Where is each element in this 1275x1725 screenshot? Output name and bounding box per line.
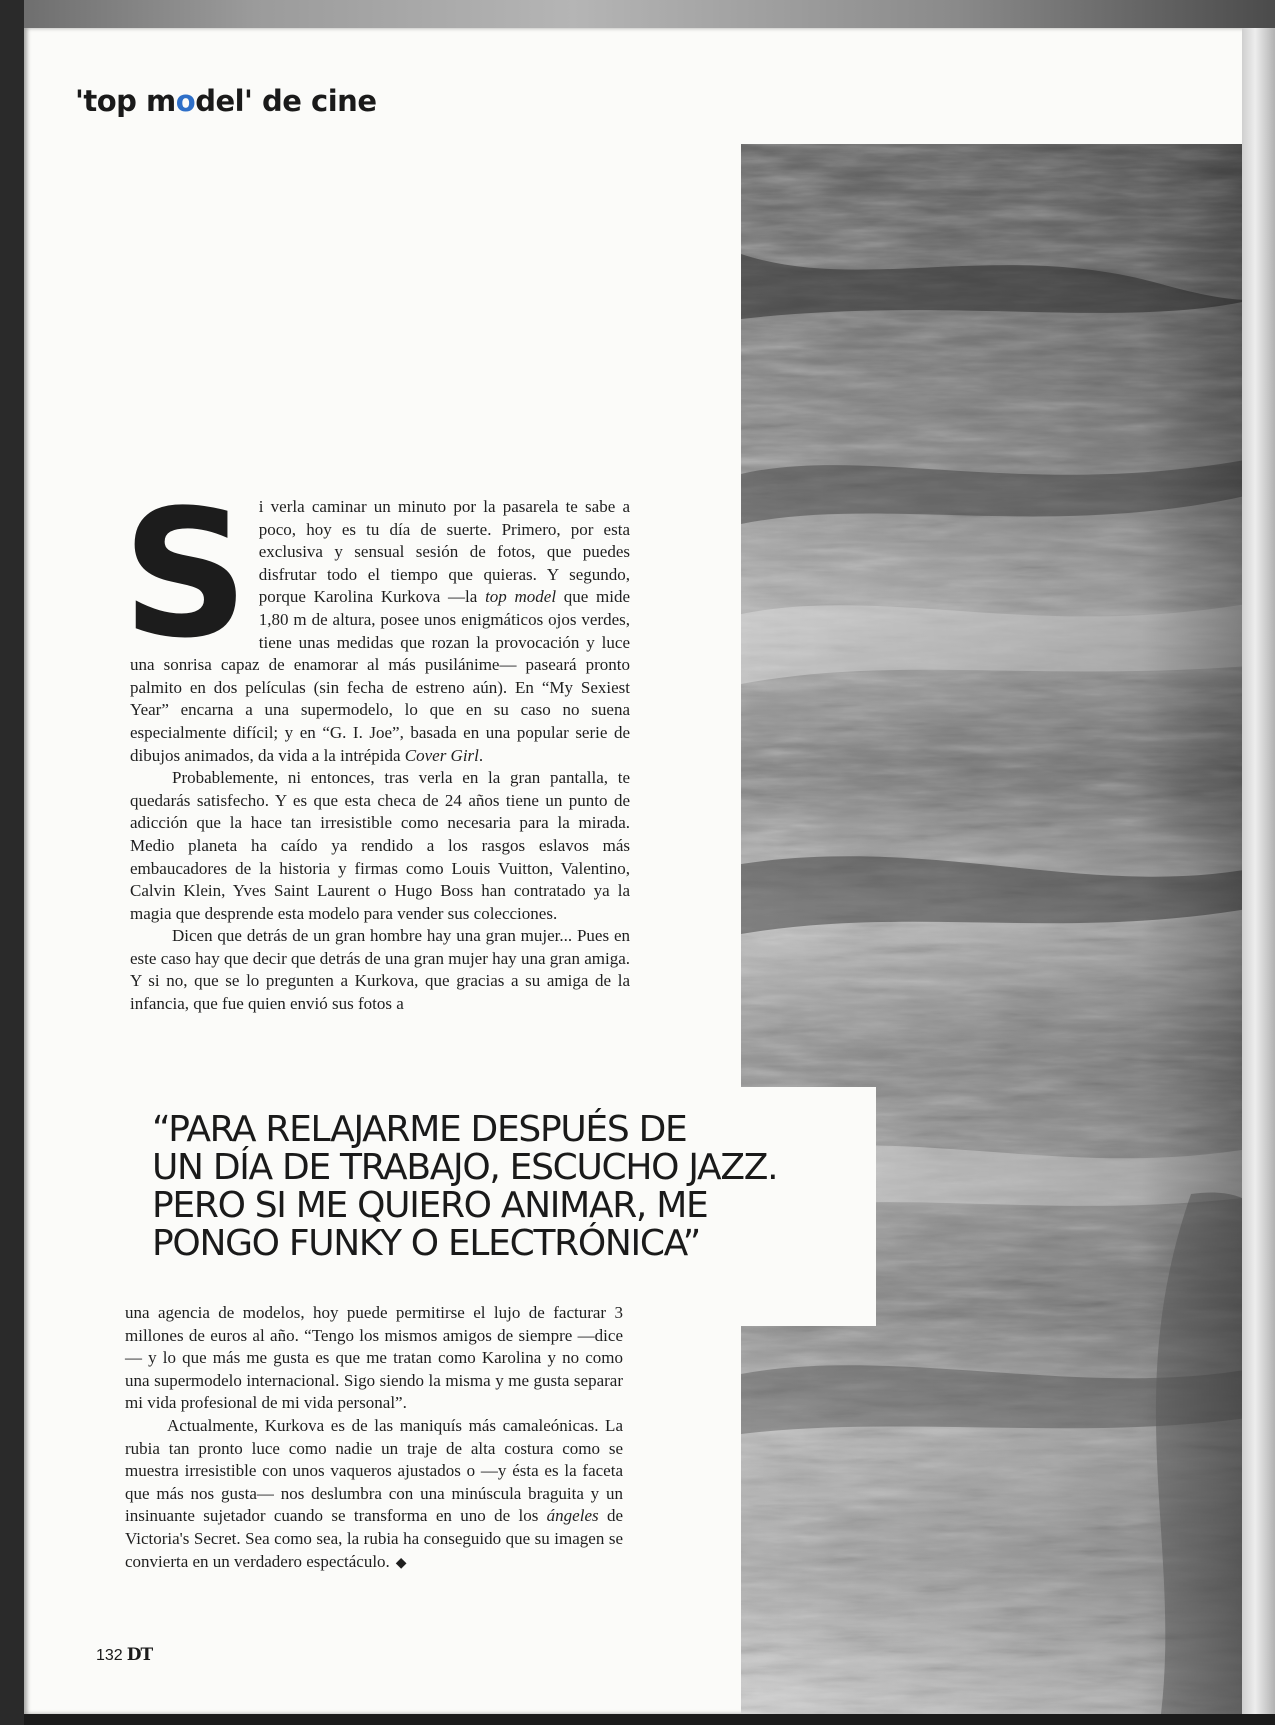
emphasis-cover-girl: Cover Girl	[404, 745, 479, 765]
pull-quote-line-2: UN DÍA DE TRABAJO, ESCUCHO JAZZ.	[152, 1147, 778, 1188]
drop-cap: S	[122, 472, 249, 677]
article-paragraph-5: Actualmente, Kurkova es de las maniquís más camaleónicas. La rubia tan pronto luce como nadie un traje de alta costura como se muestra irresistible con unos vaqueros ajustados o —y ésta es la faceta que más nos gusta— nos deslumbra con una minúscula braguita y un insinuante sujetador cuando se transforma en uno de los ángeles de Victoria's Secret. Sea como sea, la rubia ha conseguido que su imagen se convierta en un verdadero espectáculo. ◆	[125, 1415, 624, 1571]
emphasis-angeles: ángeles	[546, 1506, 599, 1526]
page-number: 132	[96, 1647, 123, 1664]
article-paragraph-2: Probablemente, ni entonces, tras verla en la gran pantalla, te quedarás satisfecho. Y es que esta checa de 24 años tiene un punto de adicción que la hace tan irresistible como necesaria para la mirada. Medio planeta ha caído ya rendido a los rasgos eslavos más embaucadores de la historia y firmas como Louis Vuitton, Valentino, Calvin Klein, Yves Saint Laurent o Hugo Boss han contratado ya la magia que desprende esta modelo para vender sus colecciones.	[130, 768, 630, 923]
magazine-page	[24, 28, 1275, 1714]
pull-quote-line-1: “PARA RELAJARME DESPUÉS DE	[152, 1109, 687, 1150]
article-column-2	[125, 1302, 623, 1575]
pull-quote-line-3: PERO SI ME QUIERO ANIMAR, ME	[152, 1185, 708, 1226]
page-footer	[96, 1645, 152, 1665]
page-fold-edge	[1242, 28, 1275, 1714]
article-paragraph-1: i verla caminar un minuto por la pasarela te sabe a poco, hoy es tu día de suerte. Primero, por esta exclusiva y sensual sesión de fotos, que puedes disfrutar todo el tiempo que quieras. Y segundo, porque Karolina Kurkova —la top model que mide 1,80 m de altura, posee unos enigmáticos ojos verdes, tiene unas medidas que rozan la provocación y luce una sonrisa capaz de enamorar al más pusilánime— paseará pronto palmito en dos películas (sin fecha de estreno aún). En “My Sexiest Year” encarna a una supermodelo, lo que en su caso no suena especialmente difícil; y en “G. I. Joe”, basada en una popular serie de dibujos animados, da vida a la intrépida Cover Girl.	[130, 497, 631, 765]
end-diamond-icon: ◆	[395, 1555, 407, 1571]
pull-quote	[152, 1111, 868, 1263]
rock-photo-texture	[741, 144, 1275, 1714]
emphasis-top-model: top model	[485, 587, 557, 607]
article-paragraph-4: una agencia de modelos, hoy puede permitirse el lujo de facturar 3 millones de euros al año. “Tengo los mismos amigos de siempre —dice— y lo que más me gusta es que me tratan como Karolina y no como una supermodelo internacional. Sigo siendo la misma y me gusta separar mi vida profesional de mi vida personal”.	[125, 1303, 623, 1413]
section-title	[75, 84, 377, 118]
article-paragraph-3: Dicen que detrás de un gran hombre hay una gran mujer... Pues en este caso hay que decir que detrás de una gran mujer hay una gran amiga. Y si no, que se lo pregunten a Kurkova, que gracias a su amiga de la infancia, que fue quien envió sus fotos a	[130, 926, 630, 1014]
section-title-part-2: del' de cine	[195, 84, 377, 118]
pull-quote-line-4: PONGO FUNKY O ELECTRÓNICA”	[152, 1223, 700, 1264]
section-title-accent-o: o	[175, 84, 196, 118]
article-column-1	[122, 472, 631, 1016]
magazine-logo: DT	[126, 1645, 153, 1665]
scan-background-left	[0, 0, 24, 1725]
section-title-part-1: 'top m	[75, 84, 176, 118]
rock-photo	[741, 144, 1275, 1714]
